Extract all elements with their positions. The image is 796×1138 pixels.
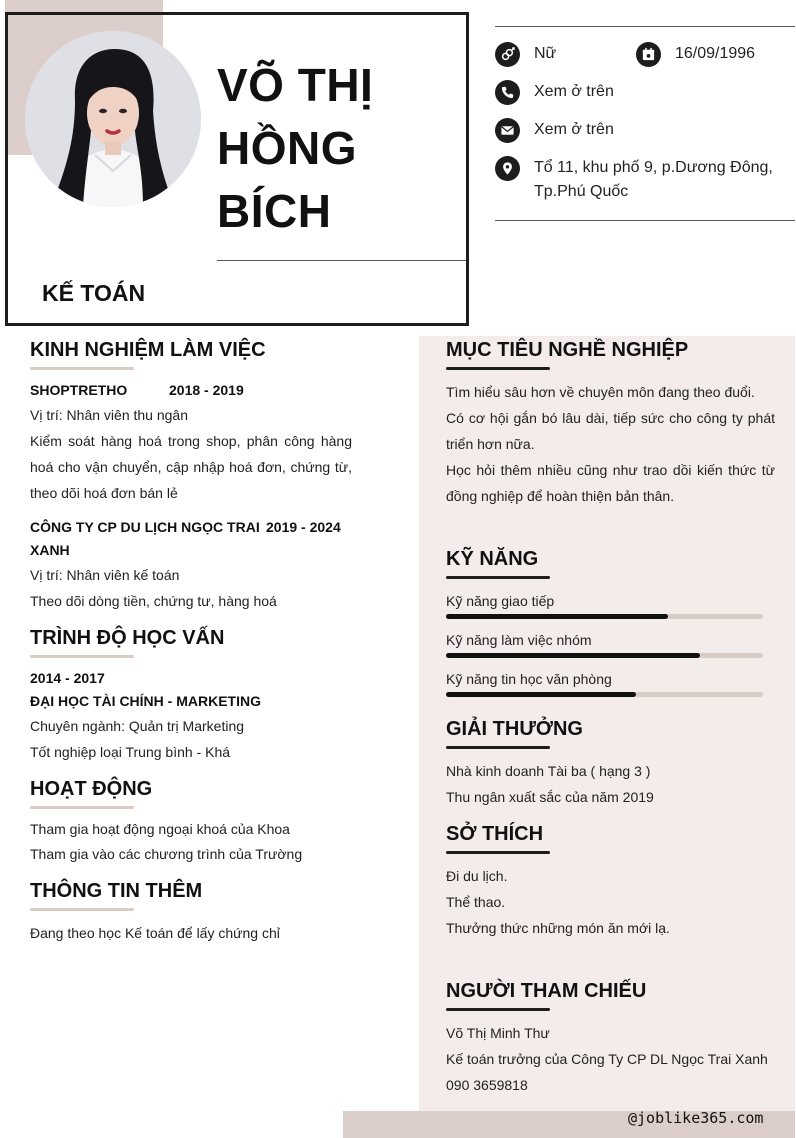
skill-bar-track — [446, 653, 763, 658]
objective-paragraph-3: Học hỏi thêm nhiều cũng như trao dồi kiến thức từ đồng nghiệp để hoàn thiện bản thân. — [446, 462, 775, 504]
job-1-position: Vị trí: Nhân viên thu ngân — [30, 407, 188, 423]
reference-underline — [446, 1008, 550, 1011]
candidate-name — [217, 54, 373, 243]
hobby-item: Thể thao. — [446, 894, 506, 910]
name-line-1: VÕ THỊ — [217, 59, 374, 111]
reference-role: Kế toán trưởng của Công Ty CP DL Ngọc Trai Xanh — [446, 1051, 768, 1067]
activities-underline — [30, 806, 134, 809]
skill-bar-fill — [446, 653, 700, 658]
job-1-period: 2018 - 2019 — [169, 382, 244, 398]
name-line-3: BÍCH — [217, 185, 332, 237]
calendar-icon — [636, 42, 661, 67]
job-1-company: SHOPTRETHO — [30, 382, 128, 398]
skill-label: Kỹ năng tin học văn phòng — [446, 671, 612, 687]
skills-underline — [446, 576, 550, 579]
phone-value: Xem ở trên — [534, 83, 614, 100]
hobbies-underline — [446, 851, 550, 854]
experience-title: KINH NGHIỆM LÀM VIỆC — [30, 339, 266, 361]
education-grade: Tốt nghiệp loại Trung bình - Khá — [30, 744, 231, 760]
activity-item: Tham gia hoạt động ngoại khoá của Khoa — [30, 821, 290, 837]
email-value: Xem ở trên — [534, 121, 614, 138]
more-info-text: Đang theo học Kế toán để lấy chứng chỉ — [30, 925, 280, 941]
job-2-company-line-1: CÔNG TY CP DU LỊCH NGỌC TRAI — [30, 519, 260, 535]
reference-phone: 090 3659818 — [446, 1077, 528, 1093]
more-info-title: THÔNG TIN THÊM — [30, 880, 203, 902]
phone-row — [495, 80, 614, 105]
education-underline — [30, 655, 134, 658]
hobby-item: Đi du lịch. — [446, 868, 508, 884]
location-icon — [495, 156, 520, 181]
activity-item: Tham gia vào các chương trình của Trường — [30, 846, 303, 862]
award-item: Nhà kinh doanh Tài ba ( hạng 3 ) — [446, 763, 651, 779]
skill-label: Kỹ năng giao tiếp — [446, 593, 555, 609]
skill-label: Kỹ năng làm việc nhóm — [446, 632, 592, 648]
address-line-1: Tổ 11, khu phố 9, p.Dương Đông, — [534, 159, 773, 176]
skill-bar-fill — [446, 614, 668, 619]
awards-underline — [446, 746, 550, 749]
name-divider — [217, 260, 466, 261]
reference-title: NGƯỜI THAM CHIẾU — [446, 980, 647, 1002]
education-major: Chuyên ngành: Quản trị Marketing — [30, 718, 245, 734]
education-school: ĐẠI HỌC TÀI CHÍNH - MARKETING — [30, 693, 261, 709]
experience-underline — [30, 367, 134, 370]
education-title: TRÌNH ĐỘ HỌC VẤN — [30, 627, 225, 649]
name-line-2: HỒNG — [217, 122, 357, 174]
hobby-item: Thưởng thức những món ăn mới lạ. — [446, 920, 670, 936]
address-row — [495, 156, 773, 204]
skill-bar-track — [446, 692, 763, 697]
awards-title: GIẢI THƯỞNG — [446, 718, 583, 740]
mail-icon — [495, 118, 520, 143]
objective-title: MỤC TIÊU NGHỀ NGHIỆP — [446, 339, 689, 361]
birthday-row — [636, 42, 755, 67]
address-line-2: Tp.Phú Quốc — [534, 183, 629, 200]
skill-bar-track — [446, 614, 763, 619]
portrait-photo — [25, 31, 201, 207]
education-period: 2014 - 2017 — [30, 670, 105, 686]
activities-title: HOẠT ĐỘNG — [30, 778, 153, 800]
objective-underline — [446, 367, 550, 370]
gender-value: Nữ — [534, 45, 557, 62]
email-row — [495, 118, 614, 143]
watermark: @joblike365.com — [628, 1109, 764, 1127]
job-2-description: Theo dõi dòng tiền, chứng tư, hàng hoá — [30, 593, 277, 609]
gender-row — [495, 42, 556, 67]
skills-title: KỸ NĂNG — [446, 548, 539, 570]
hobbies-title: SỞ THÍCH — [446, 823, 544, 845]
skill-bar-fill — [446, 692, 636, 697]
job-2-period: 2019 - 2024 — [266, 519, 341, 535]
phone-icon — [495, 80, 520, 105]
birthday-value: 16/09/1996 — [675, 45, 756, 62]
job-2-position: Vị trí: Nhân viên kế toán — [30, 567, 180, 583]
objective-paragraph-1: Tìm hiểu sâu hơn về chuyên môn đang theo đuổi. — [446, 384, 755, 400]
job-title: KẾ TOÁN — [42, 280, 146, 306]
objective-paragraph-2: Có cơ hội gắn bó lâu dài, tiếp sức cho công ty phát triển hơn nữa. — [446, 410, 775, 452]
more-info-underline — [30, 908, 134, 911]
reference-name: Võ Thị Minh Thư — [446, 1025, 550, 1041]
job-1-description: Kiểm soát hàng hoá trong shop, phân công hàng hoá cho vận chuyển, cập nhập hoá đơn, chứng từ, theo dõi hoá đơn bán lẻ — [30, 433, 352, 501]
gender-icon — [495, 42, 520, 67]
avatar — [25, 31, 201, 207]
award-item: Thu ngân xuất sắc của năm 2019 — [446, 789, 654, 805]
job-2-company-line-2: XANH — [30, 542, 70, 558]
address-value — [534, 156, 773, 204]
